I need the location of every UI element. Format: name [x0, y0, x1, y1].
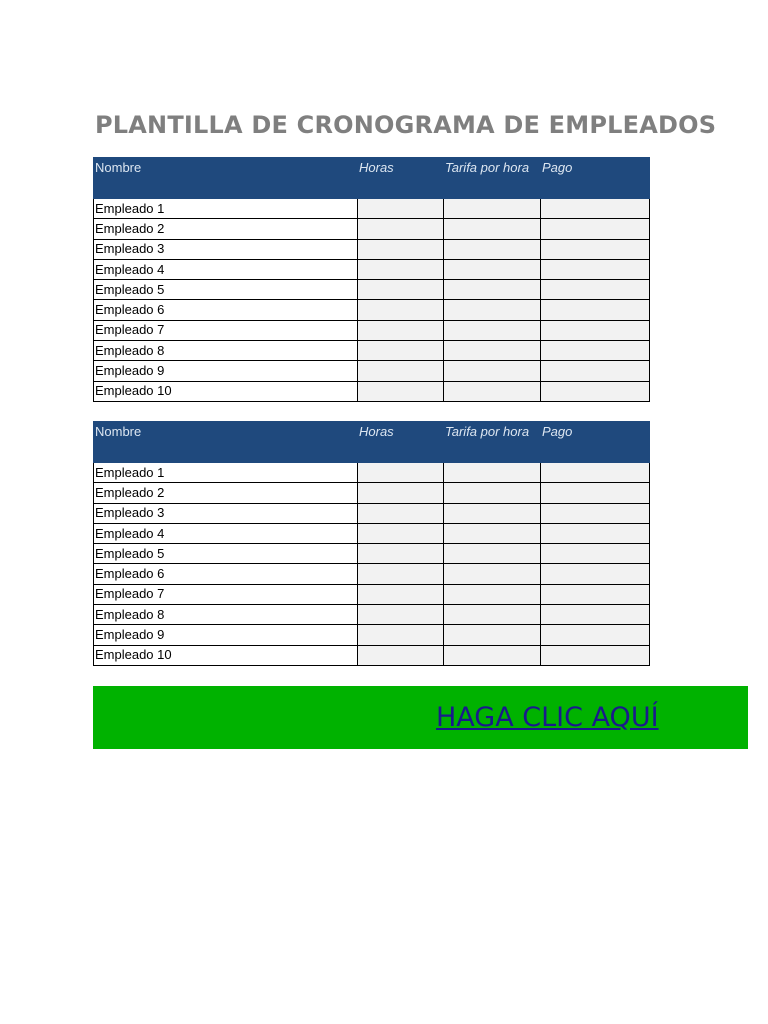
pay-cell[interactable] — [541, 280, 650, 300]
page-title: PLANTILLA DE CRONOGRAMA DE EMPLEADOS — [95, 111, 717, 139]
pay-cell[interactable] — [541, 463, 650, 483]
pay-cell[interactable] — [541, 219, 650, 239]
rate-cell[interactable] — [444, 300, 541, 320]
table-row — [94, 544, 650, 564]
header-rate: Tarifa por hora — [444, 158, 541, 199]
hours-cell[interactable] — [358, 483, 444, 503]
rate-cell[interactable] — [444, 361, 541, 381]
employee-name: Empleado 1 — [94, 199, 358, 219]
rate-cell[interactable] — [444, 483, 541, 503]
pay-cell[interactable] — [541, 523, 650, 543]
employee-name: Empleado 3 — [94, 239, 358, 259]
schedule-table-2 — [93, 421, 650, 666]
employee-name: Empleado 9 — [94, 625, 358, 645]
hours-cell[interactable] — [358, 259, 444, 279]
rate-cell[interactable] — [444, 463, 541, 483]
rate-cell[interactable] — [444, 199, 541, 219]
table-row — [94, 523, 650, 543]
hours-cell[interactable] — [358, 523, 444, 543]
rate-cell[interactable] — [444, 259, 541, 279]
pay-cell[interactable] — [541, 320, 650, 340]
table-header-row — [94, 422, 650, 463]
pay-cell[interactable] — [541, 239, 650, 259]
employee-name: Empleado 3 — [94, 503, 358, 523]
hours-cell[interactable] — [358, 361, 444, 381]
hours-cell[interactable] — [358, 503, 444, 523]
employee-name: Empleado 6 — [94, 300, 358, 320]
hours-cell[interactable] — [358, 219, 444, 239]
employee-name: Empleado 6 — [94, 564, 358, 584]
employee-name: Empleado 7 — [94, 584, 358, 604]
pay-cell[interactable] — [541, 625, 650, 645]
rate-cell[interactable] — [444, 219, 541, 239]
pay-cell[interactable] — [541, 605, 650, 625]
hours-cell[interactable] — [358, 341, 444, 361]
rate-cell[interactable] — [444, 584, 541, 604]
employee-name: Empleado 2 — [94, 219, 358, 239]
employee-name: Empleado 4 — [94, 259, 358, 279]
hours-cell[interactable] — [358, 320, 444, 340]
table-row — [94, 199, 650, 219]
hours-cell[interactable] — [358, 463, 444, 483]
table-row — [94, 625, 650, 645]
hours-cell[interactable] — [358, 645, 444, 665]
employee-name: Empleado 7 — [94, 320, 358, 340]
table-row — [94, 280, 650, 300]
title-container — [95, 108, 717, 142]
header-pay: Pago — [541, 158, 650, 199]
header-pay: Pago — [541, 422, 650, 463]
hours-cell[interactable] — [358, 625, 444, 645]
hours-cell[interactable] — [358, 584, 444, 604]
table-row — [94, 584, 650, 604]
rate-cell[interactable] — [444, 564, 541, 584]
pay-cell[interactable] — [541, 199, 650, 219]
table-row — [94, 219, 650, 239]
header-hours: Horas — [358, 158, 444, 199]
table-row — [94, 341, 650, 361]
pay-cell[interactable] — [541, 483, 650, 503]
pay-cell[interactable] — [541, 503, 650, 523]
table-row — [94, 381, 650, 401]
rate-cell[interactable] — [444, 381, 541, 401]
table-row — [94, 463, 650, 483]
hours-cell[interactable] — [358, 564, 444, 584]
rate-cell[interactable] — [444, 320, 541, 340]
rate-cell[interactable] — [444, 625, 541, 645]
employee-name: Empleado 8 — [94, 605, 358, 625]
employee-name: Empleado 4 — [94, 523, 358, 543]
table-row — [94, 503, 650, 523]
rate-cell[interactable] — [444, 280, 541, 300]
header-name: Nombre — [94, 158, 358, 199]
hours-cell[interactable] — [358, 280, 444, 300]
hours-cell[interactable] — [358, 605, 444, 625]
table-row — [94, 605, 650, 625]
hours-cell[interactable] — [358, 199, 444, 219]
employee-name: Empleado 5 — [94, 280, 358, 300]
hours-cell[interactable] — [358, 381, 444, 401]
cta-link-container — [436, 686, 659, 749]
pay-cell[interactable] — [541, 544, 650, 564]
table-row — [94, 239, 650, 259]
cta-banner — [93, 686, 748, 749]
rate-cell[interactable] — [444, 523, 541, 543]
employee-name: Empleado 10 — [94, 645, 358, 665]
employee-name: Empleado 10 — [94, 381, 358, 401]
table-row — [94, 320, 650, 340]
employee-name: Empleado 2 — [94, 483, 358, 503]
employee-name: Empleado 9 — [94, 361, 358, 381]
pay-cell[interactable] — [541, 361, 650, 381]
header-rate: Tarifa por hora — [444, 422, 541, 463]
employee-name: Empleado 8 — [94, 341, 358, 361]
rate-cell[interactable] — [444, 341, 541, 361]
table-row — [94, 564, 650, 584]
pay-cell[interactable] — [541, 381, 650, 401]
pay-cell[interactable] — [541, 259, 650, 279]
rate-cell[interactable] — [444, 239, 541, 259]
employee-name: Empleado 5 — [94, 544, 358, 564]
header-hours: Horas — [358, 422, 444, 463]
table-row — [94, 645, 650, 665]
pay-cell[interactable] — [541, 584, 650, 604]
pay-cell[interactable] — [541, 645, 650, 665]
pay-cell[interactable] — [541, 341, 650, 361]
rate-cell[interactable] — [444, 503, 541, 523]
table-row — [94, 361, 650, 381]
hours-cell[interactable] — [358, 544, 444, 564]
schedule-table-1 — [93, 157, 650, 402]
hours-cell[interactable] — [358, 239, 444, 259]
rate-cell[interactable] — [444, 544, 541, 564]
rate-cell[interactable] — [444, 645, 541, 665]
hours-cell[interactable] — [358, 300, 444, 320]
table-row — [94, 483, 650, 503]
table-header-row — [94, 158, 650, 199]
pay-cell[interactable] — [541, 564, 650, 584]
table-row — [94, 300, 650, 320]
table-row — [94, 259, 650, 279]
employee-name: Empleado 1 — [94, 463, 358, 483]
header-name: Nombre — [94, 422, 358, 463]
pay-cell[interactable] — [541, 300, 650, 320]
click-here-link[interactable]: HAGA CLIC AQUÍ — [436, 702, 659, 733]
rate-cell[interactable] — [444, 605, 541, 625]
